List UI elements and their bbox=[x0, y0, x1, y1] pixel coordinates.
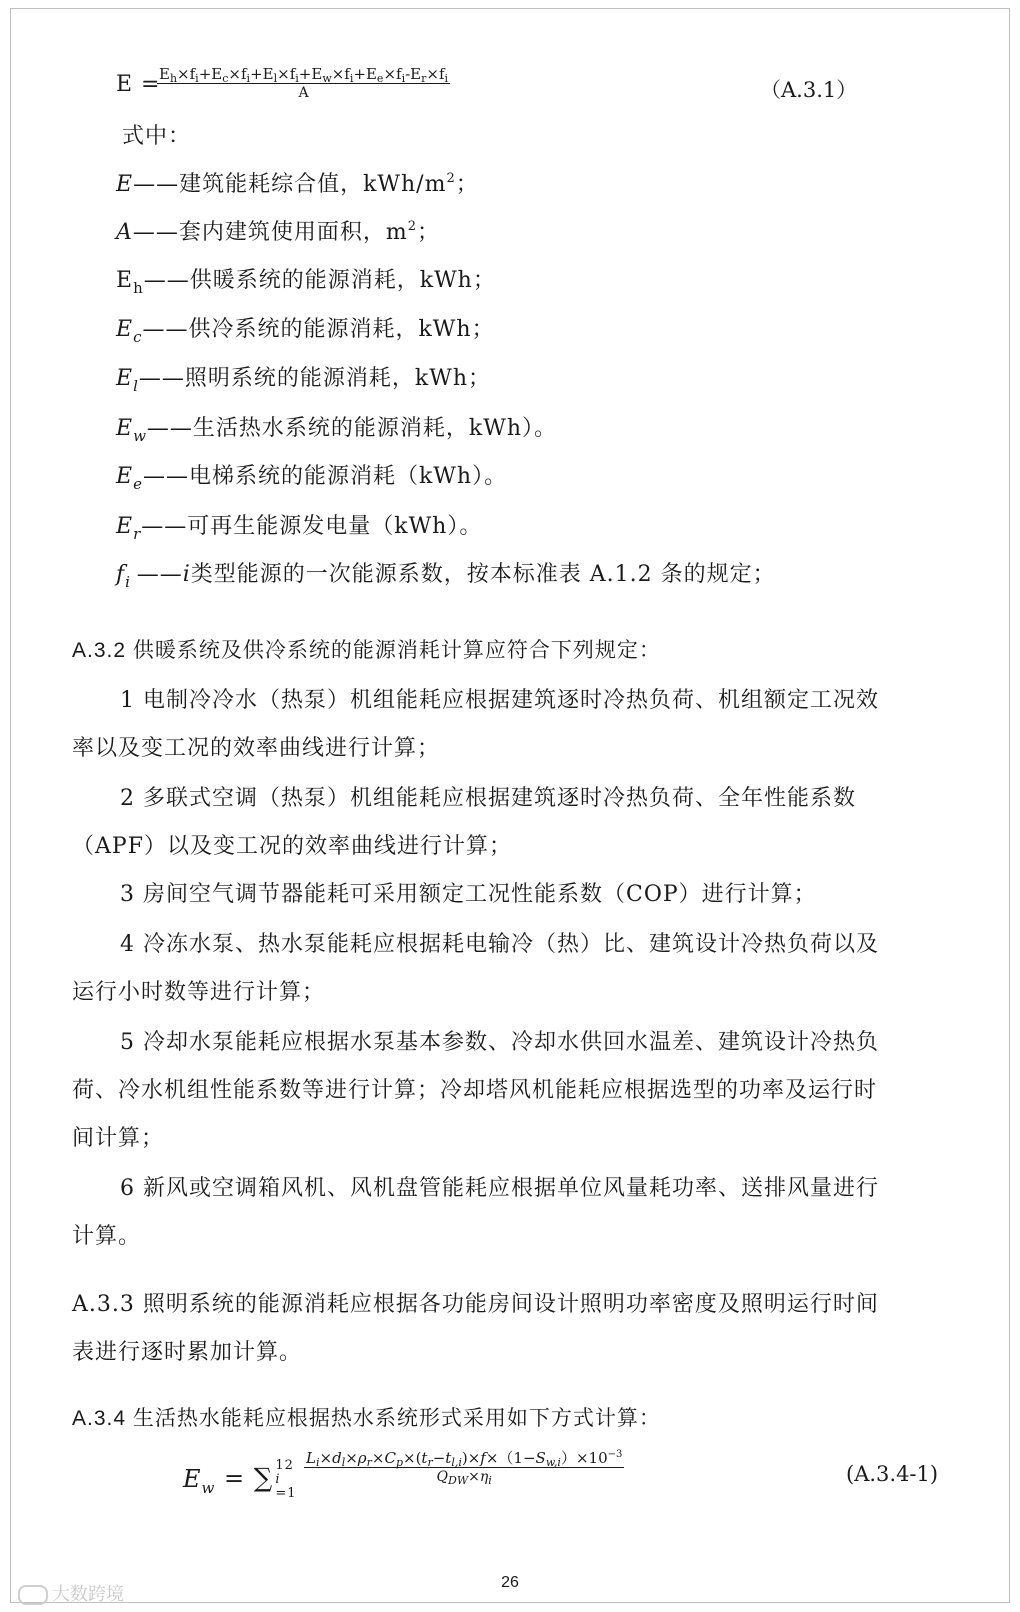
a33-line: 表进行逐时累加计算。 bbox=[72, 1340, 303, 1365]
definition-text: ——照明系统的能源消耗，kWh； bbox=[138, 366, 491, 391]
a32-line: 计算。 bbox=[72, 1224, 142, 1249]
definition-row bbox=[116, 462, 507, 492]
definition-symbol: $E_r$ bbox=[116, 514, 142, 543]
sum-upper: 12 bbox=[275, 1458, 294, 1473]
definition-symbol: $E_l$ bbox=[116, 366, 139, 395]
sum-lower: i =1 bbox=[275, 1472, 297, 1501]
formula-a341-number: (A.3.4-1) bbox=[846, 1462, 939, 1486]
a33-line: A.3.3 照明系统的能源消耗应根据各功能房间设计照明功率密度及照明运行时间 bbox=[72, 1292, 879, 1317]
formula-a31-number: （A.3.1） bbox=[760, 78, 858, 102]
definition-text: ——供冷系统的能源消耗，kWh； bbox=[142, 317, 495, 342]
a32-line: 间计算； bbox=[72, 1126, 165, 1151]
definition-symbol: $E_c$ bbox=[116, 317, 143, 346]
definition-text: ——i类型能源的一次能源系数，按本标准表 A.1.2 条的规定； bbox=[136, 562, 776, 587]
definition-text: ——电梯系统的能源消耗（kWh）。 bbox=[142, 464, 508, 489]
definition-row bbox=[116, 315, 495, 345]
definition-symbol: $E_h$ bbox=[116, 268, 144, 297]
a32-line: 运行小时数等进行计算； bbox=[72, 980, 326, 1005]
definition-text: ——套内建筑使用面积，$m^2$； bbox=[132, 219, 441, 245]
a32-line: 6 新风或空调箱风机、风机盘管能耗应根据单位风量耗功率、送排风量进行 bbox=[120, 1176, 879, 1201]
watermark-logo-icon bbox=[18, 1585, 48, 1605]
formula-a31-fraction bbox=[157, 65, 450, 102]
formula-a31-numerator: $E_h\times f_i+E_c\times f_i+E_l\times f_i+E_w\times f_i+E_e\times f_i-E_r\times f_i$ bbox=[159, 65, 449, 85]
a32-line: 2 多联式空调（热泵）机组能耗应根据建筑逐时冷热负荷、全年性能系数 bbox=[120, 786, 856, 811]
a32-heading: A.3.2 供暖系统及供冷系统的能源消耗计算应符合下列规定： bbox=[72, 639, 661, 662]
a32-line: 4 冷冻水泵、热水泵能耗应根据耗电输冷（热）比、建筑设计冷热负荷以及 bbox=[120, 932, 879, 957]
watermark-logo bbox=[18, 1580, 124, 1606]
watermark-logo-text: 大数跨境 bbox=[52, 1584, 124, 1605]
definition-row bbox=[116, 218, 440, 248]
formula-a341-denominator: $Q_{DW}\times\eta_i$ bbox=[436, 1469, 492, 1487]
definition-row bbox=[116, 414, 557, 444]
definition-row bbox=[116, 364, 491, 394]
definition-text: ——生活热水系统的能源消耗，kWh）。 bbox=[146, 416, 558, 441]
definition-symbol: A bbox=[116, 220, 133, 245]
sum-sign: ∑ bbox=[253, 1463, 274, 1494]
definition-row bbox=[116, 266, 496, 296]
definition-symbol: $E_e$ bbox=[116, 464, 143, 493]
a32-line: （APF）以及变工况的效率曲线进行计算； bbox=[72, 834, 512, 859]
definition-symbol: $f_i$ bbox=[116, 562, 137, 591]
sum-limits bbox=[275, 1459, 296, 1501]
page-number: 26 bbox=[501, 1574, 519, 1591]
a32-line: 3 房间空气调节器能耗可采用额定工况性能系数（COP）进行计算； bbox=[120, 882, 817, 907]
definition-symbol: E bbox=[116, 172, 134, 197]
definition-symbol: $E_w$ bbox=[116, 416, 147, 445]
a34-heading: A.3.4 生活热水能耗应根据热水系统形式采用如下方式计算： bbox=[72, 1407, 661, 1430]
formula-a341-lhs bbox=[183, 1459, 296, 1501]
definition-row bbox=[116, 512, 482, 542]
formula-a341-numerator: $L_i\times d_l\times\rho_r\times C_p\times(t_r-t_{l,i})\times f\times(1-S_{w,i})\times 10^{-3}$ bbox=[306, 1449, 623, 1469]
definition-text: ——建筑能耗综合值，kWh/$m^2$； bbox=[133, 171, 479, 197]
definition-row bbox=[116, 560, 776, 590]
formula-a31-lhs: E = bbox=[116, 72, 161, 97]
a32-line: 1 电制冷冷水（热泵）机组能耗应根据建筑逐时冷热负荷、机组额定工况效 bbox=[120, 688, 879, 713]
definition-text: ——供暖系统的能源消耗，kWh； bbox=[143, 268, 496, 293]
a32-line: 荷、冷水机组性能系数等进行计算；冷却塔风机能耗应根据选型的功率及运行时 bbox=[72, 1078, 878, 1103]
definition-text: ——可再生能源发电量（kWh）。 bbox=[141, 514, 483, 539]
formula-a341-fraction bbox=[304, 1449, 624, 1486]
a32-line: 5 冷却水泵能耗应根据水泵基本参数、冷却水供回水温差、建筑设计冷热负 bbox=[120, 1030, 879, 1055]
a32-line: 率以及变工况的效率曲线进行计算； bbox=[72, 736, 441, 761]
definition-row bbox=[116, 170, 479, 200]
formula-a31-denominator: A bbox=[298, 85, 309, 101]
where-label: 式中： bbox=[122, 124, 192, 149]
formula-a341-lhs-text: $E_w$ = bbox=[183, 1464, 254, 1497]
